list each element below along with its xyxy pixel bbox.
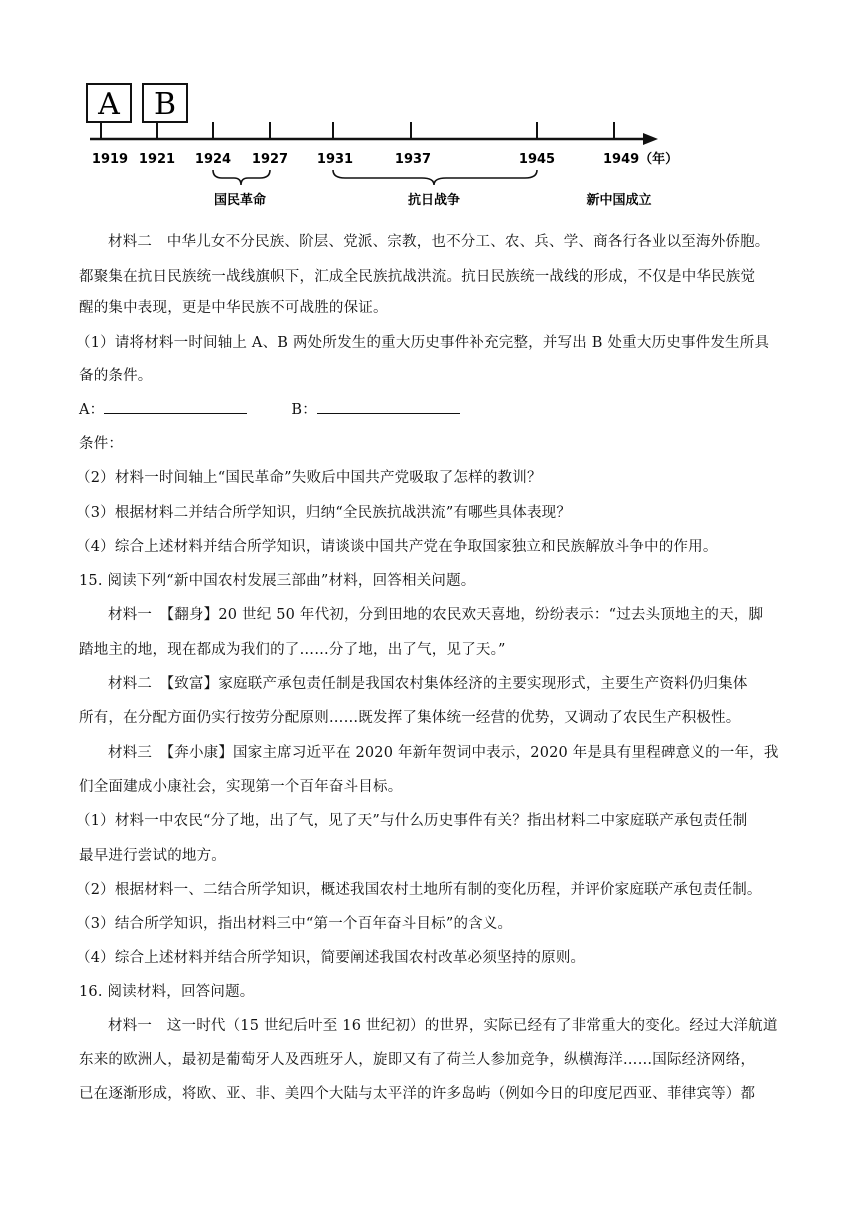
p15-material3: 材料三 【奔小康】国家主席习近平在 2020 年新年贺词中表示，2020 年是具有里程碑意义的一年，我 — [108, 745, 779, 761]
bracket-national-revolution — [213, 170, 270, 185]
question-2: （2）材料一时间轴上“国民革命”失败后中国共产党吸取了怎样的教训？ — [76, 470, 542, 486]
p15-question-2: （2）根据材料一、二结合所学知识，概述我国农村土地所有制的变化历程，并评价家庭联产承包责任制。 — [76, 882, 762, 898]
answer-blanks — [79, 398, 789, 419]
label-new-china: 新中国成立 — [586, 193, 652, 208]
p15-material2: 所有，在分配方面仍实行按劳分配原则……既发挥了集体统一经营的优势，又调动了农民生产积极性。 — [79, 710, 741, 726]
timeline-arrow — [643, 133, 658, 145]
question-1: 备的条件。 — [79, 368, 153, 384]
problem-16-heading: 16. 阅读材料，回答问题。 — [79, 984, 255, 1000]
p15-material1: 材料一 【翻身】20 世纪 50 年代初，分到田地的农民欢天喜地，纷纷表示：“过去头顶地主的天，脚 — [108, 607, 764, 623]
p16-material1: 东来的欧洲人，最初是葡萄牙人及西班牙人，旋即又有了荷兰人参加竞争，纵横海洋……国际经济网络， — [79, 1052, 756, 1068]
year-label: 1921 — [138, 152, 176, 167]
p15-question-3: （3）结合所学知识，指出材料三中“第一个百年奋斗目标”的含义。 — [76, 916, 513, 932]
question-4: （4）综合上述材料并结合所学知识，请谈谈中国共产党在争取国家独立和民族解放斗争中的作用。 — [76, 539, 718, 555]
answer-a-label: A： — [79, 402, 105, 418]
p15-question-1: （1）材料一中农民“分了地，出了气，见了天”与什么历史事件有关？指出材料二中家庭联产承包责任制 — [76, 813, 748, 829]
material2-line: 醒的集中表现，更是中华民族不可战胜的保证。 — [79, 300, 388, 316]
condition-label: 条件： — [79, 436, 124, 452]
box-a-label: A — [98, 87, 120, 122]
year-label: 1945 — [518, 152, 556, 167]
answer-b-blank[interactable] — [317, 399, 460, 414]
material2-line: 都聚集在抗日民族统一战线旗帜下，汇成全民族抗战洪流。抗日民族统一战线的形成，不仅是中华民族觉 — [79, 269, 756, 285]
material2-line: 材料二 中华儿女不分民族、阶层、党派、宗教，也不分工、农、兵、学、商各行各业以至海外侨胞。 — [108, 234, 770, 250]
answer-b-label: B： — [291, 402, 317, 418]
problem-15-heading: 15. 阅读下列“新中国农村发展三部曲”材料，回答相关问题。 — [79, 573, 476, 589]
p15-question-4: （4）综合上述材料并结合所学知识，简要阐述我国农村改革必须坚持的原则。 — [76, 950, 586, 966]
box-b-label: B — [153, 87, 177, 122]
year-label: 1919 — [91, 152, 129, 167]
p15-question-1: 最早进行尝试的地方。 — [79, 848, 226, 864]
bracket-label-national-revolution: 国民革命 — [213, 193, 267, 208]
bracket-anti-japanese-war — [333, 170, 537, 185]
bracket-label-anti-japanese-war: 抗日战争 — [407, 193, 461, 208]
year-label: 1931 — [316, 152, 354, 167]
answer-a-blank[interactable] — [104, 399, 247, 414]
year-label: 1927 — [251, 152, 289, 167]
year-label: 1937 — [394, 152, 432, 167]
timeline-diagram — [0, 0, 860, 230]
p15-material3: 们全面建成小康社会，实现第一个百年奋斗目标。 — [79, 779, 403, 795]
p16-material1: 材料一 这一时代（15 世纪后叶至 16 世纪初）的世界，实际已经有了非常重大的变化。经过大洋航道 — [108, 1018, 778, 1034]
question-1: （1）请将材料一时间轴上 A、B 两处所发生的重大历史事件补充完整，并写出 B 处重大历史事件发生所具 — [76, 335, 770, 351]
p15-material2: 材料二 【致富】家庭联产承包责任制是我国农村集体经济的主要实现形式，主要生产资料仍归集体 — [108, 676, 748, 692]
p15-material1: 踏地主的地，现在都成为我们的了……分了地，出了气，见了天。” — [79, 642, 506, 658]
year-label: 1924 — [194, 152, 232, 167]
year-label: 1949（年） — [603, 152, 679, 167]
p16-material1: 已在逐渐形成，将欧、亚、非、美四个大陆与太平洋的许多岛屿（例如今日的印度尼西亚、菲律宾等）都 — [79, 1086, 756, 1102]
question-3: （3）根据材料二并结合所学知识，归纳“全民族抗战洪流”有哪些具体表现？ — [76, 505, 572, 521]
